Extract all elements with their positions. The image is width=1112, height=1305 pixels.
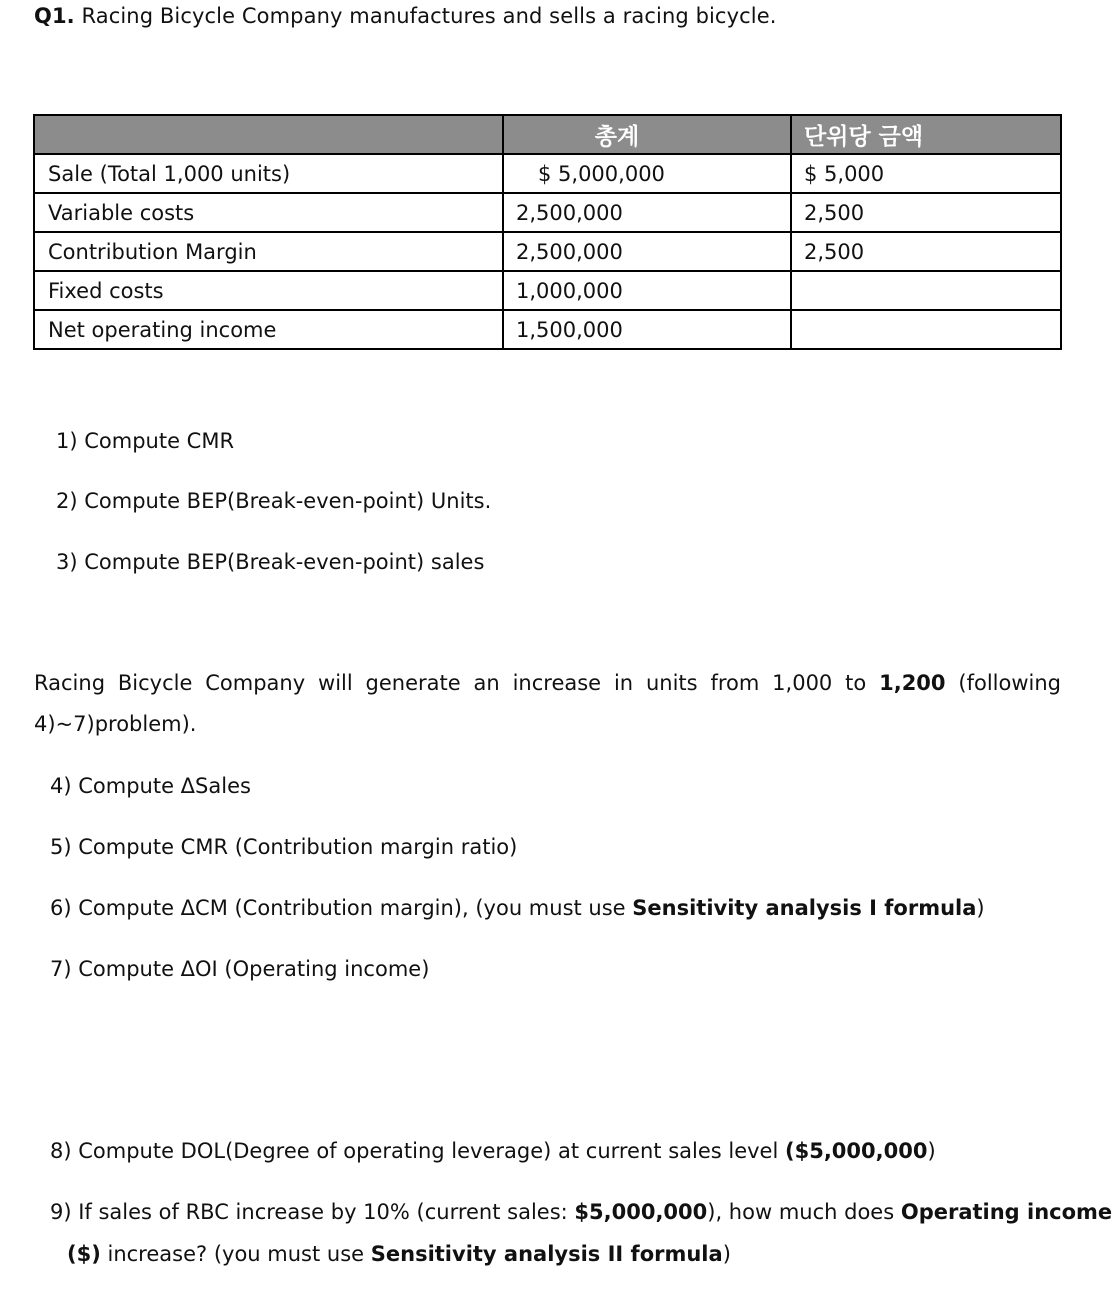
question-6-formula: Sensitivity analysis I formula <box>632 896 977 920</box>
question-6-text: 6) Compute ΔCM (Contribution margin), (you must use <box>50 896 633 920</box>
question-7: 7) Compute ΔOI (Operating income) <box>50 957 430 981</box>
header-total: 총계 <box>503 115 791 154</box>
row-unit: $ 5,000 <box>791 154 1061 193</box>
row-label: Sale (Total 1,000 units) <box>34 154 503 193</box>
table-row <box>34 193 1061 232</box>
row-label: Fixed costs <box>34 271 503 310</box>
question-9-sales: $5,000,000 <box>574 1200 708 1224</box>
scenario-units: 1,200 <box>879 671 946 695</box>
row-total: 2,500,000 <box>503 193 791 232</box>
row-label: Contribution Margin <box>34 232 503 271</box>
question-9-text-a: 9) If sales of RBC increase by 10% (current sales: <box>50 1200 575 1224</box>
table-row <box>34 310 1061 349</box>
table-row <box>34 271 1061 310</box>
table-row <box>34 232 1061 271</box>
scenario-line-1 <box>34 663 1061 704</box>
scenario-text-c: 4)~7)problem). <box>34 712 197 736</box>
question-6 <box>50 894 985 922</box>
question-9-line-1 <box>50 1198 1112 1226</box>
question-5: 5) Compute CMR (Contribution margin ratio) <box>50 835 518 859</box>
row-unit <box>791 310 1061 349</box>
header-per-unit: 단위당 금액 <box>791 115 1061 154</box>
row-total: 1,000,000 <box>503 271 791 310</box>
question-title <box>34 2 776 30</box>
question-9-text-b: ), how much does <box>707 1200 901 1224</box>
question-9-formula: Sensitivity analysis II formula <box>370 1242 723 1266</box>
question-4: 4) Compute ΔSales <box>50 774 251 798</box>
table-header-row <box>34 115 1061 154</box>
question-9-dollar: ($) <box>67 1242 101 1266</box>
row-unit: 2,500 <box>791 193 1061 232</box>
cost-table <box>33 114 1062 350</box>
question-8-sales: ($5,000,000 <box>785 1139 928 1163</box>
question-1: 1) Compute CMR <box>56 429 235 453</box>
scenario-text-b: (following <box>945 671 1062 695</box>
question-number: Q1. <box>34 4 75 28</box>
question-3: 3) Compute BEP(Break-even-point) sales <box>56 550 485 574</box>
question-9-end: ) <box>722 1242 731 1266</box>
header-blank <box>34 115 503 154</box>
question-9-text-c: increase? (you must use <box>100 1242 371 1266</box>
row-total: 1,500,000 <box>503 310 791 349</box>
question-8-text: 8) Compute DOL(Degree of operating leverage) at current sales level <box>50 1139 785 1163</box>
question-9-oi: Operating income <box>900 1200 1112 1224</box>
question-6-end: ) <box>976 896 985 920</box>
question-2: 2) Compute BEP(Break-even-point) Units. <box>56 489 492 513</box>
row-total: 2,500,000 <box>503 232 791 271</box>
row-unit <box>791 271 1061 310</box>
question-9-line-2 <box>67 1240 731 1268</box>
question-text: Racing Bicycle Company manufactures and sells a racing bicycle. <box>81 4 777 28</box>
table-row <box>34 154 1061 193</box>
scenario-paragraph <box>34 663 1061 745</box>
row-unit: 2,500 <box>791 232 1061 271</box>
scenario-text-a: Racing Bicycle Company will generate an increase in units from 1,000 to <box>34 671 880 695</box>
row-total: $ 5,000,000 <box>503 154 791 193</box>
question-8 <box>50 1137 936 1165</box>
row-label: Variable costs <box>34 193 503 232</box>
row-label: Net operating income <box>34 310 503 349</box>
question-8-end: ) <box>927 1139 936 1163</box>
